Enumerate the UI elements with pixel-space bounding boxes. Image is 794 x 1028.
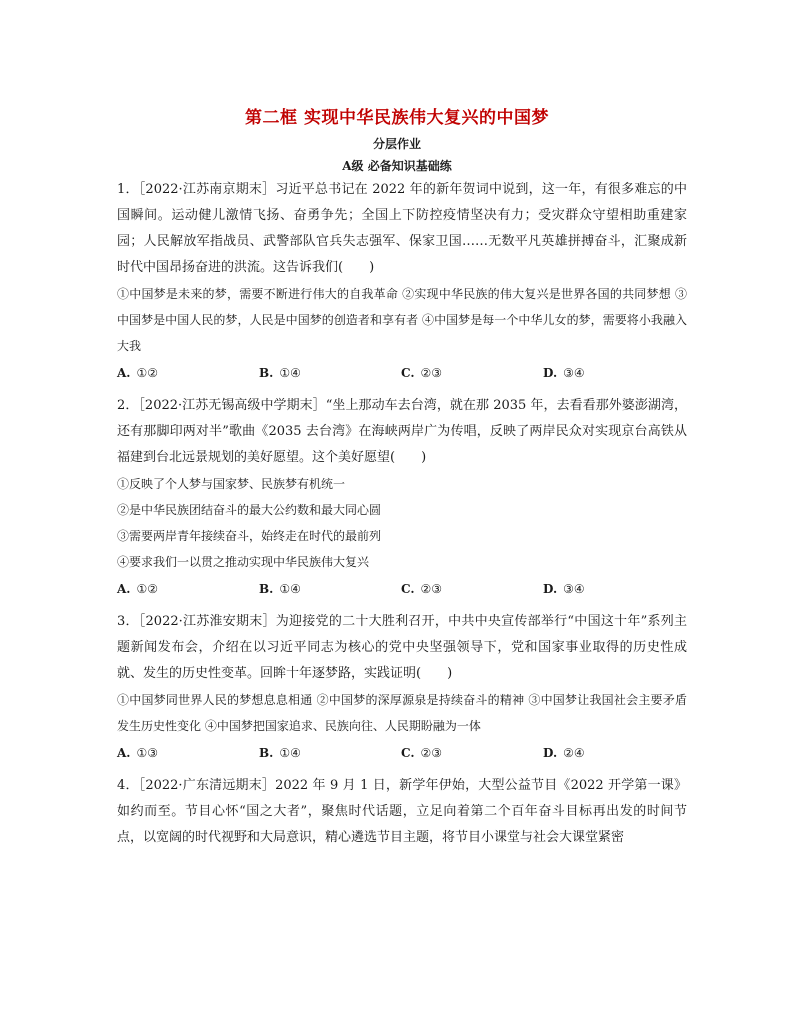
page-title: 第二框 实现中华民族伟大复兴的中国梦 [245, 108, 549, 128]
statement-line: ①中国梦是未来的梦，需要不断进行伟大的自我革命 ②实现中华民族的伟大复兴是世界各国的共同梦想 ③中国梦是中国人民的梦，人民是中国梦的创造者和享有者 ④中国梦是每一个中华儿女的梦，需要将小我融入大我 [117, 287, 687, 353]
choice-a: A. ①② [117, 366, 159, 380]
question-3 [117, 609, 687, 765]
section-subtitle: 分层作业 [372, 137, 421, 151]
statement-line: ①中国梦同世界人民的梦想息息相通 ②中国梦的深厚源泉是持续奋斗的精神 ③中国梦让我国社会主要矛盾发生历史性变化 ④中国梦把国家追求、民族向往、人民期盼融为一体 [117, 693, 687, 733]
choice-b: B. ①④ [259, 366, 301, 380]
question-4 [117, 773, 687, 851]
question-statements [117, 471, 687, 575]
choice-a: A. ①② [117, 582, 159, 596]
choice-b: B. ①④ [259, 746, 301, 760]
statement-line: ②是中华民族团结奋斗的最大公约数和最大同心圆 [117, 503, 382, 517]
choice-b: B. ①④ [259, 582, 301, 596]
question-statements [117, 281, 687, 359]
choice-c: C. ②③ [401, 582, 443, 596]
question-1 [117, 177, 687, 385]
question-stem: 1．［2022·江苏南京期末］习近平总书记在 2022 年的新年贺词中说到，这一年，有很多难忘的中国瞬间。运动健儿激情飞扬、奋勇争先；全国上下防控疫情坚决有力；受灾群众守望相助重建家园；人民解放军指战员、武警部队官兵失志强军、保家卫国……无数平凡英雄拼搏奋斗，汇聚成新时代中国昂扬奋进的洪流。这告诉我们( ) [117, 182, 687, 275]
choice-d: D. ②④ [543, 746, 585, 760]
choice-c: C. ②③ [401, 366, 443, 380]
question-stem: 2．［2022·江苏无锡高级中学期末］“坐上那动车去台湾，就在那 2035 年，去看看那外婆澎湖湾，还有那脚印两对半”歌曲《2035 去台湾》在海峡两岸广为传唱，反映了两岸民众对实现京台高铁从福建到台北远景规划的美好愿望。这个美好愿望( ) [117, 398, 687, 465]
choice-d: D. ③④ [543, 366, 585, 380]
question-statements [117, 687, 687, 739]
statement-line: ④要求我们一以贯之推动实现中华民族伟大复兴 [117, 555, 370, 569]
choice-d: D. ③④ [543, 582, 585, 596]
answer-choices [117, 577, 687, 601]
answer-choices [117, 741, 687, 765]
choice-a: A. ①③ [117, 746, 159, 760]
choice-c: C. ②③ [401, 746, 443, 760]
statement-line: ①反映了个人梦与国家梦、民族梦有机统一 [117, 477, 346, 491]
answer-choices [117, 361, 687, 385]
question-stem: 3．［2022·江苏淮安期末］为迎接党的二十大胜利召开，中共中央宣传部举行“中国这十年”系列主题新闻发布会，介绍在以习近平同志为核心的党中央坚强领导下，党和国家事业取得的历史性成就、发生的历史性变革。回眸十年逐梦路，实践证明( ) [117, 614, 687, 681]
question-stem: 4．［2022·广东清远期末］2022 年 9 月 1 日，新学年伊始，大型公益节目《2022 开学第一课》如约而至。节目心怀“国之大者”，聚焦时代话题，立足向着第二个百年奋斗目标再出发的时间节点，以宽阔的时代视野和大局意识，精心遴选节目主题，将节目小课堂与社会大课堂紧密 [117, 778, 687, 845]
statement-line: ③需要两岸青年接续奋斗，始终走在时代的最前列 [117, 529, 382, 543]
level-heading: A级 必备知识基础练 [342, 159, 452, 173]
question-2 [117, 393, 687, 601]
questions-list [117, 177, 687, 853]
